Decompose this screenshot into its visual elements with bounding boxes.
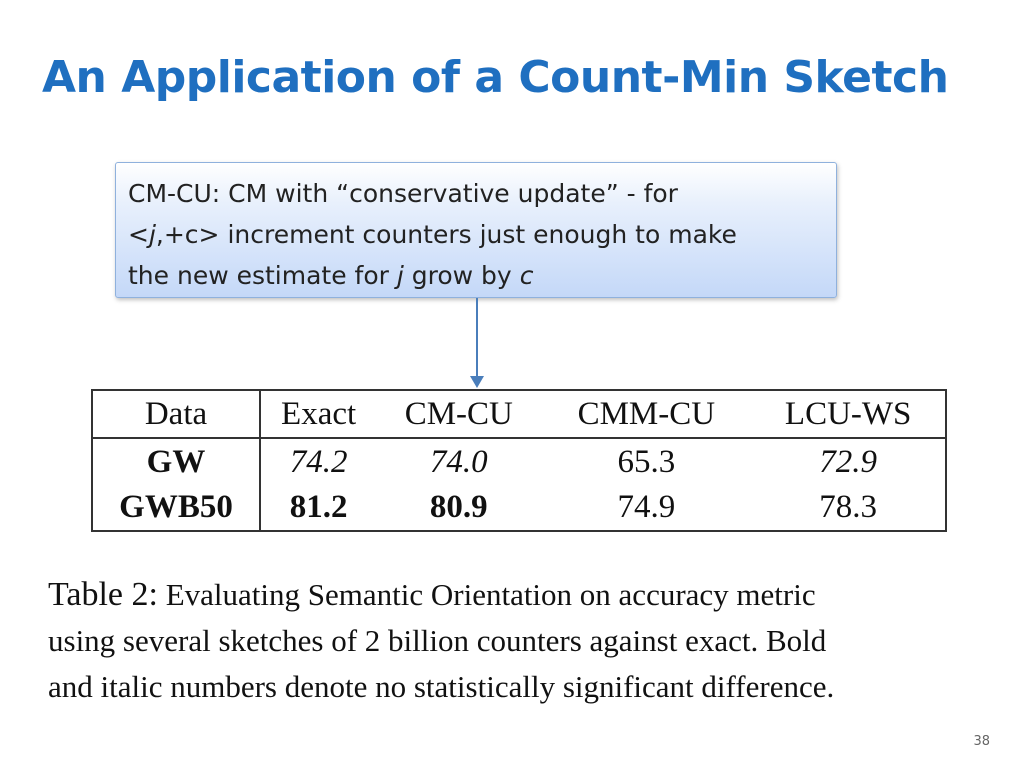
slide-title: An Application of a Count-Min Sketch [42,52,949,103]
header-data: Data [92,390,260,438]
cell-cmm-cu: 65.3 [617,443,676,480]
down-arrow-icon [466,298,488,390]
header-lcu-ws: LCU-WS [751,390,946,438]
cell-cm-cu: 80.9 [429,489,488,526]
callout-var-j: j [148,220,156,249]
callout-line-3 [128,255,824,296]
row-label: GW [92,438,260,485]
table-caption [48,572,998,710]
table-row [92,438,946,485]
row-label: GWB50 [92,484,260,531]
caption-line-3: and italic numbers denote no statistically significant difference. [48,669,835,704]
caption-label: Table 2: [48,576,158,613]
callout-text-2b: ,+c> increment counters just enough to make [155,220,737,249]
cell-cm-cu: 74.0 [429,443,488,480]
caption-line-2: using several sketches of 2 billion counters against exact. Bold [48,623,827,658]
callout-line-1 [128,173,824,214]
callout-text-2a: < [128,220,149,249]
cell-exact: 74.2 [289,443,348,480]
header-cmm-cu: CMM-CU [541,390,751,438]
callout-text-3b: grow by [403,261,520,290]
table-header-row [92,390,946,438]
callout-var-c: c [519,261,534,290]
cell-lcu-ws: 72.9 [819,443,878,480]
callout-text-1: CM-CU: CM with “conservative update” - for [128,179,678,208]
header-exact: Exact [260,390,376,438]
header-cm-cu: CM-CU [376,390,541,438]
results-table [91,389,947,532]
cell-lcu-ws: 78.3 [819,489,878,526]
cell-exact: 81.2 [289,489,348,526]
callout-line-2 [128,214,824,255]
table-row [92,484,946,531]
callout-text-3a: the new estimate for [128,261,397,290]
caption-text-1: Evaluating Semantic Orientation on accuracy metric [165,577,816,612]
page-number: 38 [973,734,990,749]
callout-box [115,162,837,298]
cell-cmm-cu: 74.9 [617,489,676,526]
caption-line-1 [48,572,998,618]
callout-var-j-2: j [396,261,404,290]
